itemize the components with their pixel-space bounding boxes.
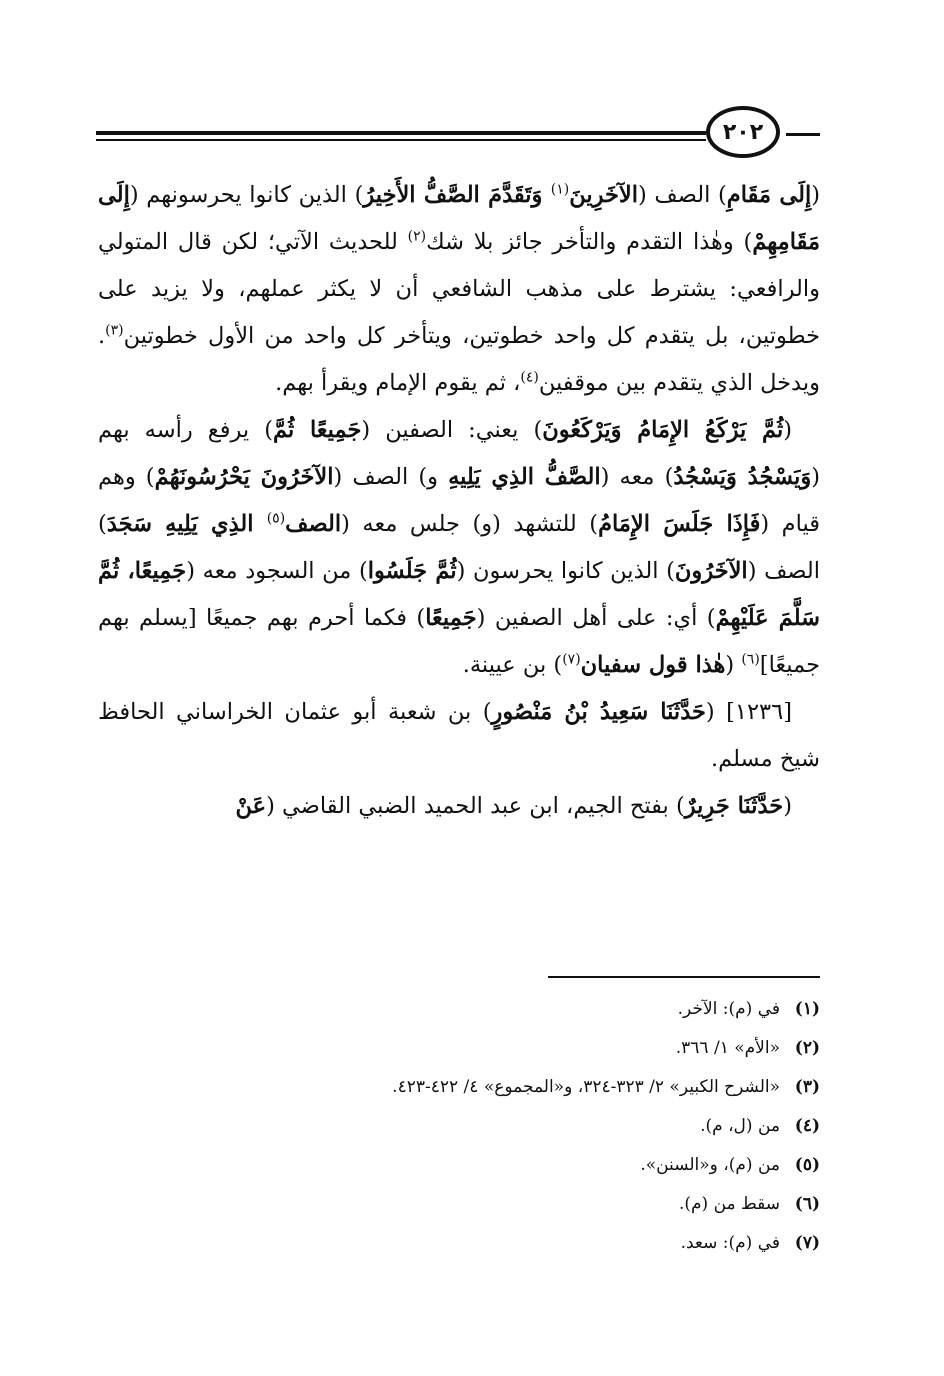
commentary-text: و) الصف (	[333, 464, 449, 490]
commentary-text: . ويدخل الذي يتقدم بين موقفين	[98, 323, 820, 396]
matn-text: ثُمَّ جَلَسُوا	[367, 558, 457, 584]
footnote-text: من (ل، م).	[700, 1116, 780, 1136]
matn-text: الصَّفُّ الذِي يَلِيهِ	[448, 464, 601, 490]
paragraph	[98, 407, 820, 689]
footnote-item	[98, 1029, 820, 1068]
commentary-text: ، ثم يقوم الإمام ويقرأ بهم.	[275, 370, 521, 396]
commentary-text: ) فكما أحرم بهم جميعًا [يسلم بهم جميعًا]	[98, 605, 820, 678]
commentary-text: ) الصف (	[638, 182, 727, 208]
footnote-text: من (م)، و«السنن».	[640, 1155, 780, 1175]
commentary-text: ) من السجود معه (	[186, 558, 368, 584]
footnote-ref: (٣)	[105, 322, 124, 339]
footnote-item	[98, 1068, 820, 1107]
commentary-text: ) وهم قيام (	[98, 464, 821, 537]
commentary-text: ) للتشهد (و) جلس معه (	[341, 511, 599, 537]
footnote-text: سقط من (م).	[678, 1194, 780, 1214]
page-number: ٢٠٢	[706, 106, 780, 158]
footnote-ref: (١)	[550, 181, 570, 198]
commentary-text: (	[783, 417, 792, 443]
commentary-text: ) وهٰذا التقدم والتأخر جائز بلا شك	[426, 229, 753, 255]
footnote-text: في (م): الآخر.	[677, 999, 780, 1019]
footnote-item	[98, 990, 820, 1029]
footnote-item	[98, 1185, 820, 1224]
commentary-text: ) الذين كانوا يحرسون (	[456, 558, 675, 584]
matn-text: جَمِيعًا ثُمَّ	[272, 417, 362, 443]
main-text	[98, 172, 820, 830]
footnote-number: (٦)	[794, 1194, 820, 1214]
footnote-ref: (٤)	[520, 369, 539, 386]
matn-text: فَإِذَا جَلَسَ الإِمَامُ	[598, 511, 761, 537]
footnote-item	[98, 1107, 820, 1146]
matn-text: الصف	[285, 511, 342, 537]
paragraph	[98, 172, 820, 407]
commentary-text: ) بن شعبة أبو عثمان الخراساني الحافظ شيخ مسلم.	[98, 699, 820, 772]
matn-text: الذِي يَلِيهِ سَجَدَ	[106, 511, 267, 537]
footnote-ref: (٧)	[562, 651, 581, 668]
matn-text: وَتَقَدَّمَ الصَّفُّ الأَخِيرُ	[363, 182, 551, 208]
commentary-text: (	[783, 793, 792, 819]
footnote-ref: (٦)	[741, 651, 760, 668]
commentary-text: ) أي: على أهل الصفين (	[476, 605, 716, 631]
matn-text: وَيَسْجُدُ وَيَسْجُدُ	[673, 464, 812, 490]
matn-text: إِلَى مَقَامِ	[726, 182, 812, 208]
commentary-text: ) يرفع رأسه بهم (	[98, 417, 820, 490]
matn-text: إِلَى مَقَامِهِمْ	[98, 182, 820, 255]
matn-text: الآخَرِينَ	[569, 182, 638, 208]
commentary-text: ) الذين كانوا يحرسونهم (	[129, 182, 364, 208]
matn-text: الآخَرُونَ يَحْرُسُونَهُمْ	[154, 464, 334, 490]
matn-text: الآخَرُونَ	[674, 558, 748, 584]
footnote-number: (١)	[794, 999, 820, 1019]
page-header	[96, 104, 820, 160]
footnote-text: «الشرح الكبير» ٢/ ٣٢٣-٣٢٤، و«المجموع» ٤/ ٤٢٢-٤٢٣.	[392, 1077, 780, 1097]
commentary-text: ) معه (	[600, 464, 674, 490]
matn-text: جَمِيعًا، ثُمَّ سَلَّمَ عَلَيْهِمْ	[98, 558, 820, 631]
footnote-item	[98, 1146, 820, 1185]
paragraph	[98, 689, 820, 783]
matn-text: حَدَّثَنَا جَرِيرٌ	[684, 793, 784, 819]
commentary-text: (	[811, 182, 820, 208]
commentary-text: ) الصف (	[98, 511, 820, 584]
footnote-number: (٣)	[794, 1077, 820, 1097]
matn-text: جَمِيعًا	[425, 605, 477, 631]
header-rule-thick	[96, 131, 706, 135]
footnote-text: في (م): سعد.	[680, 1233, 780, 1253]
matn-text: عَنْ	[235, 793, 267, 819]
header-rule-thin	[96, 139, 706, 141]
footnote-number: (٥)	[794, 1155, 820, 1175]
footnote-number: (٢)	[794, 1038, 820, 1058]
footnote-text: «الأم» ١/ ٣٦٦.	[675, 1038, 780, 1058]
footnote-item	[98, 1224, 820, 1263]
commentary-text: [١٢٣٦] (	[705, 699, 793, 725]
footnotes	[98, 990, 820, 1263]
footnote-separator	[548, 976, 820, 978]
footnote-ref: (٢)	[407, 228, 427, 245]
paragraph	[98, 783, 820, 830]
footnote-number: (٧)	[794, 1233, 820, 1253]
footnote-number: (٤)	[794, 1116, 820, 1136]
matn-text: هٰذا قول سفيان	[580, 652, 726, 678]
commentary-text: ) بن عيينة.	[462, 652, 563, 678]
header-rule-right	[786, 133, 820, 136]
footnote-ref: (٥)	[266, 510, 286, 527]
commentary-text: (	[725, 652, 742, 678]
commentary-text: للحديث الآتي؛ لكن قال المتولي والرافعي: يشترط على مذهب الشافعي أن لا يكثر عملهم، ولا يزيد على خطوتين، بل يتقدم كل واحد خطوتين، ويتأخر كل واحد من الأول خطوتين	[98, 229, 820, 349]
commentary-text: ) يعني: الصفين (	[361, 417, 543, 443]
commentary-text: ) بفتح الجيم، ابن عبد الحميد الضبي القاضي (	[266, 793, 685, 819]
matn-text: حَدَّثَنَا سَعِيدُ بْنُ مَنْصُورٍ	[491, 699, 706, 725]
matn-text: ثُمَّ يَرْكَعُ الإِمَامُ وَيَرْكَعُونَ	[542, 417, 784, 443]
